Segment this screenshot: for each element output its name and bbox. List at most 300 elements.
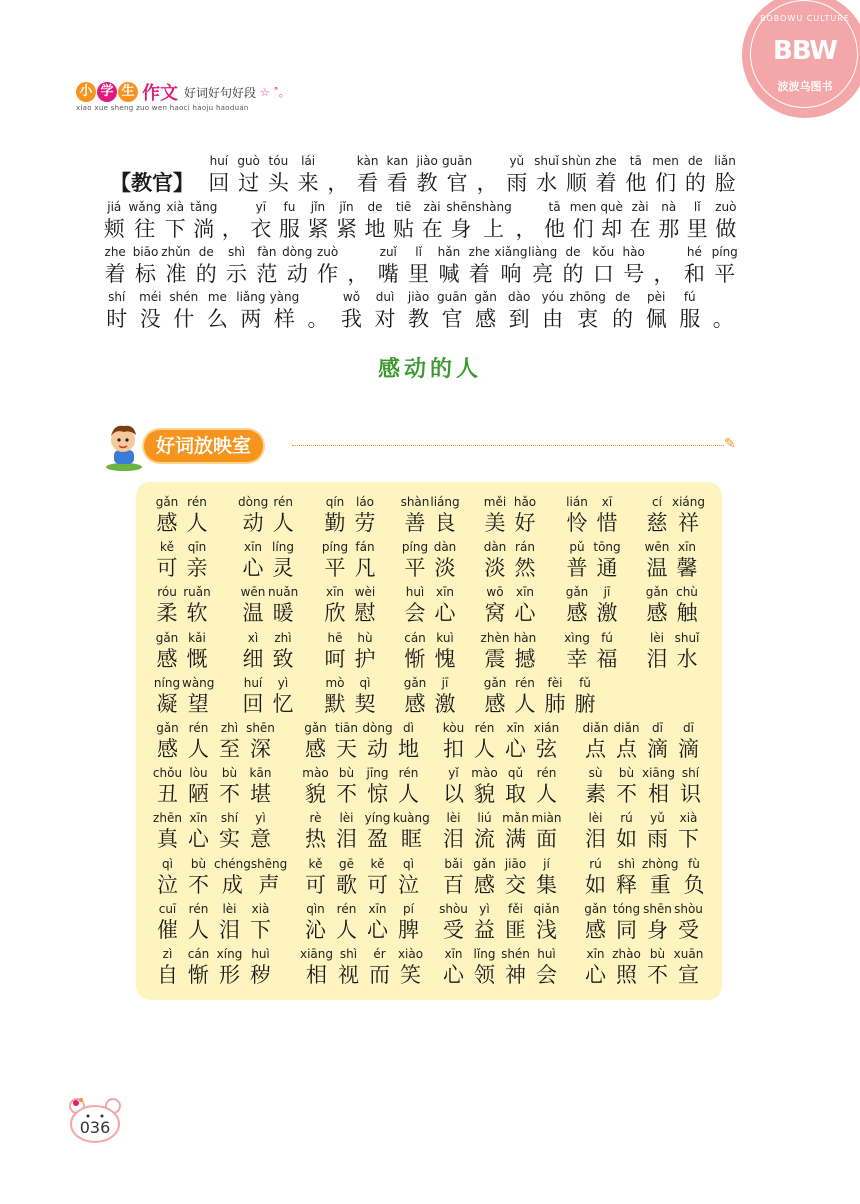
- hanzi-text: 的: [562, 262, 584, 286]
- pinyin-text: jiào: [416, 154, 438, 168]
- hanzi-text: 泪: [336, 827, 357, 852]
- pinyin-text: tā: [548, 200, 561, 214]
- pinyin-syllable: [362, 721, 393, 763]
- hanzi-text: 善: [404, 511, 426, 535]
- hanzi-text: 和: [683, 262, 705, 286]
- pinyin-syllable: [400, 495, 430, 537]
- pinyin-syllable: [182, 495, 212, 537]
- vocab-word: [480, 495, 540, 537]
- pinyin-syllable: [580, 857, 611, 899]
- pinyin-syllable: [712, 200, 741, 243]
- hanzi-text: 同: [616, 917, 637, 942]
- pinyin-syllable: [469, 290, 503, 333]
- pinyin-syllable: [642, 721, 673, 763]
- pinyin-text: cán: [404, 630, 426, 645]
- pinyin-syllable: [331, 857, 362, 899]
- hanzi-text: 两: [240, 307, 262, 331]
- pinyin-syllable: [680, 154, 710, 197]
- pinyin-text: xià: [251, 901, 270, 916]
- vocab-word: [480, 540, 540, 582]
- pinyin-syllable: [592, 585, 622, 627]
- hanzi-text: 感: [475, 307, 497, 331]
- hanzi-text: 慨: [186, 646, 208, 671]
- hanzi-text: 淌: [193, 217, 215, 241]
- pinyin-text: shí: [681, 766, 700, 781]
- pinyin-text: zhōng: [569, 290, 606, 304]
- pinyin-text: dàn: [433, 540, 457, 555]
- hanzi-text: 泪: [443, 827, 464, 852]
- hanzi-text: 感: [585, 917, 606, 942]
- hanzi-text: 头: [267, 171, 289, 195]
- pinyin-text: zhe: [595, 154, 617, 168]
- pinyin-text: yì: [277, 675, 289, 690]
- pinyin-syllable: [238, 676, 268, 718]
- pinyin-text: xīn: [677, 540, 697, 555]
- pinyin-text: jiāo: [504, 856, 527, 871]
- pinyin-syllable: [331, 902, 362, 944]
- pinyin-text: bù: [649, 947, 666, 961]
- pinyin-text: xián: [533, 721, 560, 735]
- pinyin-text: hù: [357, 630, 373, 645]
- page-number: 036: [79, 1118, 111, 1137]
- pinyin-syllable: [510, 495, 540, 537]
- pinyin-text: me: [207, 290, 227, 304]
- pinyin-syllable: [469, 721, 500, 763]
- pinyin-text: dì: [403, 721, 414, 735]
- pinyin-text: gǎn: [155, 630, 179, 645]
- hanzi-text: 笑: [400, 963, 422, 987]
- pinyin-syllable: [245, 811, 276, 853]
- pinyin-syllable: [673, 811, 704, 853]
- pinyin-text: yǔ: [650, 811, 665, 826]
- pinyin-syllable: [333, 947, 364, 989]
- vocab-word: [480, 631, 540, 673]
- pinyin-text: kě: [370, 856, 385, 871]
- pinyin-syllable: [234, 154, 264, 197]
- pinyin-syllable: [320, 631, 350, 673]
- pinyin-syllable: [152, 721, 183, 763]
- pinyin-text: lèi: [649, 630, 665, 645]
- pinyin-text: kǎi: [188, 630, 206, 645]
- hanzi-text: 怜: [566, 511, 588, 535]
- pinyin-syllable: [442, 154, 472, 197]
- hanzi-text: 馨: [676, 556, 698, 581]
- pinyin-text: shòu: [674, 901, 703, 916]
- pinyin-text: rén: [474, 721, 495, 735]
- pinyin-text: yóu: [541, 290, 564, 304]
- pinyin-text: gǎn: [155, 495, 179, 509]
- pinyin-syllable: [562, 540, 592, 582]
- pinyin-text: cí: [652, 495, 662, 509]
- pinyin-syllable: [592, 540, 622, 582]
- pinyin-text: dào: [507, 290, 531, 304]
- pinyin-text: gǎn: [645, 585, 669, 600]
- hanzi-text: 心: [242, 556, 264, 581]
- pinyin-text: men: [569, 200, 597, 214]
- pinyin-text: dòng: [362, 721, 393, 735]
- hanzi-text: 人: [536, 782, 557, 807]
- pinyin-syllable: [500, 766, 531, 808]
- hanzi-text: 盈: [367, 827, 388, 852]
- pinyin-syllable: [561, 154, 591, 197]
- pinyin-syllable: [183, 902, 214, 944]
- vocab-word: [400, 631, 460, 673]
- pinyin-text: bù: [618, 766, 635, 781]
- pinyin-syllable: [469, 902, 500, 944]
- pinyin-syllable: [562, 495, 592, 537]
- pinyin-syllable: [234, 290, 268, 333]
- hanzi-text: 做: [715, 217, 737, 241]
- pinyin-text: xìng: [564, 630, 590, 645]
- pinyin-text: lǐ: [693, 200, 701, 214]
- pinyin-syllable: [672, 631, 702, 673]
- pinyin-text: liú: [477, 811, 492, 826]
- page-title: 感动的人: [377, 357, 482, 382]
- hanzi-text: 亮: [532, 262, 554, 286]
- pinyin-syllable: [500, 857, 531, 899]
- pinyin-text: fu: [283, 200, 296, 214]
- pinyin-text: shuǐ: [674, 630, 700, 645]
- pinyin-syllable: [335, 290, 369, 333]
- hanzi-text: 地: [364, 217, 386, 241]
- pinyin-text: gǎn: [474, 290, 497, 304]
- pinyin-text: kuàng: [393, 811, 430, 826]
- pinyin-text: bù: [221, 766, 238, 781]
- pinyin-syllable: [480, 495, 510, 537]
- hanzi-text: 释: [616, 872, 637, 897]
- hanzi-text: 官: [446, 171, 468, 195]
- pinyin-text: duì: [375, 290, 395, 304]
- pinyin-text: pí: [403, 901, 414, 916]
- vocab-word: [152, 766, 276, 808]
- hanzi-text: 感: [566, 601, 588, 626]
- pinyin-syllable: [152, 766, 183, 808]
- hanzi-text: 激: [596, 601, 618, 626]
- pinyin-syllable: [707, 290, 741, 333]
- vocab-word: [238, 495, 298, 537]
- hanzi-text: 意: [250, 827, 271, 852]
- pinyin-syllable: [532, 154, 562, 197]
- vocab-word: [580, 902, 704, 944]
- pinyin-syllable: [251, 857, 287, 899]
- pinyin-syllable: [606, 290, 640, 333]
- pinyin-syllable: [430, 585, 460, 627]
- hanzi-text: 示: [226, 262, 248, 286]
- pinyin-text: qì: [359, 675, 371, 690]
- pinyin-text: zhǔn: [161, 245, 191, 259]
- pinyin-text: miàn: [531, 811, 562, 826]
- pinyin-syllable: [400, 631, 430, 673]
- hanzi-text: 过: [238, 171, 260, 195]
- hanzi-text: 柔: [156, 601, 178, 626]
- pinyin-text: biāo: [132, 245, 159, 259]
- pinyin-syllable: [402, 290, 436, 333]
- hanzi-text: 催: [157, 917, 178, 942]
- pinyin-text: yì: [255, 811, 266, 826]
- pinyin-text: tóng: [612, 901, 641, 916]
- pinyin-text: tā: [629, 154, 642, 168]
- hanzi-text: 好: [514, 511, 536, 535]
- hanzi-text: 惜: [596, 511, 618, 535]
- pinyin-syllable: [152, 902, 183, 944]
- pinyin-text: níng: [153, 675, 181, 690]
- hanzi-text: 对: [374, 307, 396, 331]
- pinyin-syllable: [320, 676, 350, 718]
- hanzi-text: 往: [134, 217, 156, 241]
- pinyin-syllable: [480, 585, 510, 627]
- hanzi-text: 契: [354, 691, 376, 716]
- series-header: [76, 80, 290, 104]
- vocab-word: [438, 811, 562, 853]
- pinyin-text: gǎn: [304, 721, 327, 735]
- pinyin-text: zhèn: [480, 630, 510, 645]
- pinyin-text: shì: [617, 856, 636, 871]
- pinyin-syllable: [393, 857, 424, 899]
- pinyin-text: píng: [401, 540, 429, 555]
- pinyin-text: qiǎn: [533, 901, 560, 916]
- pinyin-text: cuī: [158, 901, 177, 916]
- pinyin-syllable: [672, 495, 705, 537]
- pinyin-syllable: [570, 676, 600, 718]
- hanzi-text: 心: [188, 827, 209, 852]
- pinyin-syllable: [430, 540, 460, 582]
- pinyin-syllable: [673, 721, 704, 763]
- pinyin-syllable: [592, 495, 622, 537]
- hanzi-text: 作: [317, 262, 339, 286]
- pinyin-syllable: [268, 540, 298, 582]
- pinyin-text: kuì: [436, 630, 454, 645]
- pinyin-text: rén: [398, 766, 419, 781]
- hanzi-text: 祥: [678, 511, 699, 535]
- logo-top-text: BOBOWU CULTURE: [760, 14, 850, 23]
- pinyin-syllable: [214, 811, 245, 853]
- hanzi-text: 人: [336, 917, 357, 942]
- hanzi-text: 下: [250, 917, 271, 942]
- hanzi-text: 点: [616, 737, 637, 761]
- pinyin-syllable: [527, 245, 557, 288]
- pinyin-text: dòng: [238, 495, 269, 509]
- pinyin-text: rè: [309, 811, 322, 826]
- pinyin-syllable: [152, 631, 182, 673]
- hanzi-text: 面: [536, 827, 557, 852]
- series-title-circles: [76, 82, 139, 102]
- vocab-word: [438, 721, 562, 763]
- pinyin-syllable: [331, 721, 362, 763]
- pinyin-syllable: [167, 290, 201, 333]
- pinyin-text: lèi: [588, 811, 603, 826]
- hanzi-text: 着: [104, 262, 126, 286]
- pinyin-text: hǎn: [437, 245, 461, 259]
- hanzi-text: 福: [596, 646, 618, 671]
- pinyin-syllable: [182, 676, 214, 718]
- pinyin-syllable: [368, 290, 402, 333]
- hanzi-text: 水: [536, 171, 558, 195]
- hanzi-text: 里: [686, 217, 708, 241]
- pinyin-text: shēng: [250, 856, 288, 871]
- pinyin-syllable: [642, 631, 672, 673]
- pinyin-syllable: [672, 540, 702, 582]
- pinyin-text: shēn: [643, 901, 672, 916]
- pinyin-text: jǐn: [310, 200, 326, 214]
- vocab-word: [642, 495, 705, 537]
- pinyin-text: xīn: [586, 947, 605, 961]
- hanzi-text: 的: [612, 307, 634, 331]
- pinyin-text: wǎng: [128, 200, 161, 214]
- pinyin-syllable: [300, 857, 331, 899]
- pinyin-syllable: [362, 811, 393, 853]
- hanzi-text: 忆: [272, 691, 294, 716]
- pinyin-syllable: [301, 290, 335, 333]
- hanzi-text: 识: [680, 782, 702, 807]
- vocab-word: [238, 585, 298, 627]
- pinyin-syllable: [531, 857, 562, 899]
- pinyin-syllable: [350, 495, 380, 537]
- pinyin-text: hàn: [513, 630, 537, 645]
- hanzi-text: 歌: [336, 872, 357, 897]
- pinyin-syllable: [214, 857, 251, 899]
- hanzi-text: 平: [714, 262, 736, 286]
- hanzi-text: 勤: [324, 511, 346, 535]
- pinyin-text: mào: [302, 766, 329, 781]
- pinyin-text: jiá: [107, 200, 122, 214]
- pinyin-syllable: [362, 902, 393, 944]
- hanzi-text: 教: [408, 307, 430, 331]
- hanzi-text: 不: [616, 782, 637, 807]
- pinyin-text: cán: [187, 947, 210, 961]
- vocab-word: [438, 857, 562, 899]
- pinyin-text: men: [652, 154, 679, 168]
- pinyin-syllable: [400, 676, 430, 718]
- vocab-word: [320, 585, 380, 627]
- pinyin-syllable: [531, 766, 562, 808]
- pinyin-syllable: [152, 585, 182, 627]
- pinyin-syllable: [673, 902, 704, 944]
- pinyin-text: xīn: [515, 585, 535, 600]
- hanzi-text: 身: [647, 917, 668, 942]
- pinyin-syllable: [651, 154, 681, 197]
- hanzi-text: 秽: [250, 963, 271, 987]
- hanzi-text: 。: [712, 307, 734, 331]
- pinyin-syllable: [434, 245, 464, 288]
- pinyin-text: huì: [405, 585, 425, 600]
- pinyin-text: dòng: [282, 245, 313, 259]
- hanzi-text: 不: [336, 782, 357, 807]
- hanzi-text: 流: [474, 827, 495, 852]
- hanzi-text: 形: [219, 963, 240, 987]
- pinyin-syllable: [619, 245, 649, 288]
- hanzi-text: 心: [585, 963, 606, 987]
- hanzi-text: 取: [505, 782, 526, 807]
- pinyin-syllable: [221, 245, 251, 288]
- hanzi-text: 浅: [536, 917, 557, 942]
- pinyin-text: zài: [631, 200, 649, 214]
- pinyin-syllable: [331, 811, 362, 853]
- pinyin-syllable: [611, 766, 642, 808]
- vocab-word: [562, 585, 622, 627]
- word-row: [152, 585, 712, 629]
- hanzi-text: 平: [324, 556, 346, 581]
- hanzi-text: 心: [514, 601, 536, 626]
- pinyin-syllable: [268, 631, 298, 673]
- hanzi-text: 么: [206, 307, 228, 331]
- hanzi-text: 撼: [514, 646, 536, 671]
- hanzi-text: 上: [482, 217, 504, 241]
- pinyin-syllable: [430, 676, 460, 718]
- hanzi-text: 暖: [272, 601, 294, 626]
- hanzi-text: 教: [416, 171, 438, 195]
- pinyin-syllable: [264, 154, 294, 197]
- hanzi-text: 贴: [393, 217, 415, 241]
- hanzi-text: 触: [676, 601, 698, 626]
- pinyin-syllable: [214, 947, 245, 989]
- hanzi-text: ，: [327, 171, 349, 195]
- hanzi-text: 在: [629, 217, 651, 241]
- pinyin-syllable: [214, 721, 245, 763]
- pinyin-text: chǒu: [152, 766, 183, 781]
- pinyin-syllable: [182, 540, 212, 582]
- pinyin-text: gǎn: [156, 721, 179, 735]
- pinyin-syllable: [247, 200, 276, 243]
- pinyin-text: de: [615, 290, 631, 304]
- pinyin-text: píng: [321, 540, 349, 555]
- hanzi-text: 点: [585, 737, 606, 761]
- pinyin-syllable: [350, 631, 380, 673]
- hanzi-text: 窝: [484, 601, 506, 626]
- hanzi-text: 实: [219, 827, 240, 852]
- vocab-word: [580, 857, 709, 899]
- pinyin-syllable: [134, 290, 168, 333]
- hanzi-text: 声: [258, 872, 280, 897]
- pinyin-text: xíng: [216, 947, 243, 961]
- hanzi-text: 貌: [305, 782, 326, 807]
- hanzi-text: 不: [219, 782, 240, 807]
- pinyin-text: wō: [486, 585, 504, 600]
- hanzi-text: 良: [434, 511, 456, 535]
- hanzi-text: 泪: [219, 917, 240, 942]
- pinyin-text: bù: [190, 856, 207, 871]
- pinyin-syllable: [611, 811, 642, 853]
- pinyin-syllable: [282, 245, 312, 288]
- pinyin-text: sù: [588, 766, 603, 781]
- hanzi-text: 如: [585, 872, 606, 897]
- hanzi-text: 成: [221, 872, 243, 897]
- word-row: [152, 676, 712, 720]
- pinyin-syllable: [268, 585, 298, 627]
- pinyin-text: shēn: [246, 721, 275, 735]
- hanzi-text: 官: [441, 307, 463, 331]
- hanzi-text: 们: [572, 217, 594, 241]
- pinyin-text: shuǐ: [534, 154, 559, 168]
- hanzi-text: 欣: [324, 601, 346, 626]
- hanzi-text: 照: [616, 963, 637, 987]
- pinyin-syllable: [183, 766, 214, 808]
- pinyin-text: kě: [160, 540, 174, 555]
- pinyin-syllable: [182, 631, 212, 673]
- hanzi-text: 们: [655, 171, 677, 195]
- pinyin-text: rú: [589, 856, 602, 871]
- word-row: [152, 902, 712, 946]
- pinyin-syllable: [558, 245, 588, 288]
- pinyin-syllable: [350, 676, 380, 718]
- hanzi-text: 幸: [566, 646, 588, 671]
- pinyin-text: mò: [325, 675, 345, 690]
- hanzi-text: 弦: [536, 737, 557, 761]
- pinyin-syllable: [332, 200, 361, 243]
- pinyin-syllable: [642, 902, 673, 944]
- pinyin-text: hē: [327, 630, 343, 645]
- pinyin-syllable: [293, 154, 323, 197]
- hanzi-text: 天: [336, 737, 357, 761]
